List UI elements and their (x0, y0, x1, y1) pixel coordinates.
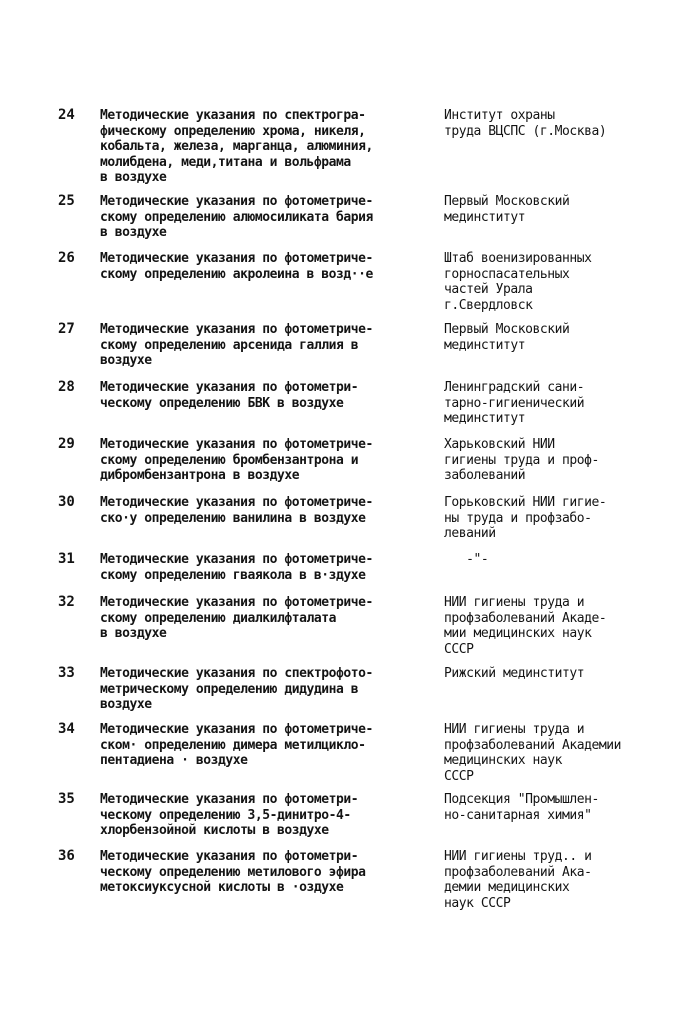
entry-number: 29 (58, 436, 75, 452)
entry-organization: Институт охраны труда ВЦСПС (г.Москва) (444, 108, 607, 139)
entry-title: Методические указания по фотометриче- скому определению бромбензантрона и дибромбензантрона в воздухе (100, 437, 373, 483)
entry-title: Методические указания по фотометриче- скому определению диалкилфталата в воздухе (100, 595, 373, 641)
entry-organization: Ленинградский сани- тарно-гигиенический мединститут (444, 380, 585, 426)
entry-number: 34 (58, 721, 75, 737)
entry-organization: Первый Московский мединститут (444, 194, 570, 225)
entry-organization: НИИ гигиены труд.. и профзаболеваний Ака- демии медицинских наук СССР (444, 849, 592, 911)
entry-number: 33 (58, 665, 75, 681)
entry-title: Методические указания по фотометриче- ском· определению димера метилцикло- пентадиена · воздухе (100, 722, 373, 768)
entry-organization: Штаб военизированных горноспасательных частей Урала г.Свердловск (444, 251, 592, 313)
entry-number: 25 (58, 193, 75, 209)
entry-organization: Горьковский НИИ гигие- ны труда и профзабо- леваний (444, 495, 607, 541)
entry-title: Методические указания по фотометриче- скому определению арсенида галлия в воздухе (100, 322, 373, 368)
entry-title: Методические указания по фотометриче- скому определению гваякола в в·здухе (100, 552, 373, 583)
entry-title: Методические указания по фотометриче- скому определению акролеина в возд··е (100, 251, 373, 282)
entry-title: Методические указания по фотометри- ческому определению метилового эфира метоксиуксусной кислоты в ·оздухе (100, 849, 366, 895)
entry-title: Методические указания по фотометриче- скому определению алюмосиликата бария в воздухе (100, 194, 373, 240)
entry-number: 26 (58, 250, 75, 266)
entry-organization: -"- (444, 552, 489, 567)
entry-number: 32 (58, 594, 75, 610)
entry-number: 36 (58, 848, 75, 864)
entry-organization: НИИ гигиены труда и профзаболеваний Акаде- мии медицинских наук СССР (444, 595, 607, 657)
entry-number: 28 (58, 379, 75, 395)
entry-organization: НИИ гигиены труда и профзаболеваний Академии медицинских наук СССР (444, 722, 622, 784)
entry-organization: Первый Московский мединститут (444, 322, 570, 353)
entry-title: Методические указания по спектрогра- фическому определению хрома, никеля, кобальта, железа, марганца, алюминия, молибдена, меди,титана и вольфрама в воздухе (100, 108, 373, 185)
entry-title: Методические указания по фотометри- ческому определению БВК в воздухе (100, 380, 359, 411)
entry-organization: Харьковский НИИ гигиены труда и проф- заболеваний (444, 437, 599, 483)
entry-number: 35 (58, 791, 75, 807)
entry-title: Методические указания по фотометри- ческому определению 3,5-динитро-4- хлорбензойной кислоты в воздухе (100, 792, 359, 838)
entry-number: 31 (58, 551, 75, 567)
entry-number: 24 (58, 107, 75, 123)
entry-title: Методические указания по фотометриче- ско·у определению ванилина в воздухе (100, 495, 373, 526)
entry-number: 27 (58, 321, 75, 337)
entry-number: 30 (58, 494, 75, 510)
entry-title: Методические указания по спектрофото- метрическому определению дидудина в воздухе (100, 666, 373, 712)
entry-organization: Рижский мединститут (444, 666, 585, 681)
entry-organization: Подсекция "Промышлен- но-санитарная химия" (444, 792, 599, 823)
